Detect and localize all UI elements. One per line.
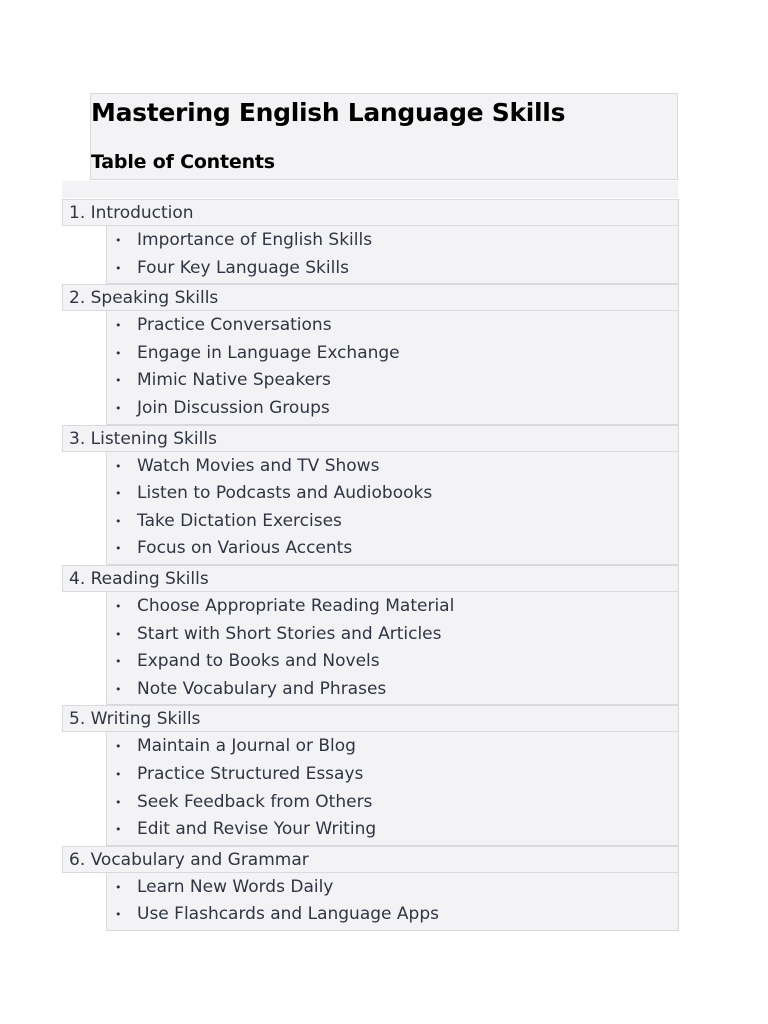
- table-of-contents: [62, 199, 679, 931]
- toc-subsection-list: [106, 732, 679, 845]
- toc-subsection-item[interactable]: [107, 453, 678, 481]
- toc-subsection-label: Focus on Various Accents: [137, 538, 353, 559]
- toc-subsection-item[interactable]: [107, 874, 678, 902]
- bullet-icon: •: [115, 908, 122, 922]
- bullet-icon: •: [115, 487, 122, 501]
- toc-subsection-item[interactable]: [107, 676, 678, 704]
- toc-subsection-label: Importance of English Skills: [137, 230, 373, 250]
- toc-subsection-item[interactable]: [107, 621, 678, 649]
- toc-subsection-item[interactable]: [107, 901, 678, 929]
- toc-subsection-item[interactable]: [107, 648, 678, 676]
- toc-subsection-list: [106, 311, 679, 424]
- toc-subsection-item[interactable]: [107, 789, 678, 817]
- bullet-icon: •: [115, 599, 122, 613]
- bullet-icon: •: [115, 767, 122, 781]
- toc-section-3[interactable]: [62, 425, 679, 452]
- bullet-icon: •: [115, 374, 122, 388]
- toc-subsection-label: Take Dictation Exercises: [137, 510, 342, 531]
- toc-subsection-item[interactable]: [107, 761, 678, 789]
- toc-subsection-label: Learn New Words Daily: [137, 876, 334, 897]
- toc-subsection-label: Join Discussion Groups: [137, 397, 330, 418]
- toc-subsection-item[interactable]: [107, 535, 678, 563]
- bullet-icon: •: [115, 823, 122, 837]
- toc-subsection-item[interactable]: [107, 395, 678, 423]
- toc-subsection-label: Mimic Native Speakers: [137, 370, 331, 391]
- toc-subsection-label: Practice Structured Essays: [137, 763, 364, 784]
- bullet-icon: •: [115, 682, 122, 696]
- toc-subsection-list: [106, 873, 679, 931]
- bullet-icon: •: [115, 261, 122, 275]
- toc-subsection-label: Listen to Podcasts and Audiobooks: [137, 483, 433, 504]
- toc-subsection-item[interactable]: [107, 733, 678, 761]
- toc-section-6[interactable]: [62, 846, 679, 873]
- toc-subsection-item[interactable]: [107, 340, 678, 368]
- bullet-icon: •: [115, 542, 122, 556]
- toc-section-5[interactable]: [62, 705, 679, 732]
- bullet-icon: •: [115, 319, 122, 333]
- toc-subsection-list: [106, 592, 679, 705]
- toc-subsection-item[interactable]: [107, 367, 678, 395]
- bullet-icon: •: [115, 655, 122, 669]
- bullet-icon: •: [115, 627, 122, 641]
- toc-subsection-label: Start with Short Stories and Articles: [137, 623, 442, 644]
- toc-section-4[interactable]: [62, 565, 679, 592]
- bullet-icon: •: [115, 459, 122, 473]
- header-spacer: [62, 181, 678, 198]
- toc-heading: Table of Contents: [91, 151, 275, 173]
- toc-subsection-label: Four Key Language Skills: [137, 257, 349, 278]
- toc-subsection-label: Choose Appropriate Reading Material: [137, 595, 455, 616]
- bullet-icon: •: [115, 234, 122, 247]
- toc-subsection-item[interactable]: [107, 227, 678, 255]
- toc-subsection-list: [106, 452, 679, 565]
- toc-subsection-label: Note Vocabulary and Phrases: [137, 678, 387, 699]
- toc-section-1[interactable]: [62, 199, 679, 226]
- toc-section-label: 6. Vocabulary and Grammar: [69, 849, 309, 870]
- toc-subsection-item[interactable]: [107, 508, 678, 536]
- toc-subsection-label: Practice Conversations: [137, 315, 332, 336]
- toc-subsection-item[interactable]: [107, 816, 678, 844]
- bullet-icon: •: [115, 401, 122, 415]
- toc-subsection-item[interactable]: [107, 593, 678, 621]
- bullet-icon: •: [115, 346, 122, 360]
- toc-subsection-label: Edit and Revise Your Writing: [137, 819, 377, 840]
- bullet-icon: •: [115, 880, 122, 894]
- toc-section-label: 1. Introduction: [69, 203, 194, 223]
- toc-subsection-label: Seek Feedback from Others: [137, 791, 373, 812]
- toc-section-label: 2. Speaking Skills: [69, 288, 219, 309]
- toc-section-label: 5. Writing Skills: [69, 709, 201, 730]
- toc-subsection-label: Watch Movies and TV Shows: [137, 455, 380, 476]
- toc-subsection-label: Expand to Books and Novels: [137, 651, 380, 672]
- bullet-icon: •: [115, 740, 122, 754]
- bullet-icon: •: [115, 795, 122, 809]
- document-title: Mastering English Language Skills: [91, 98, 566, 127]
- toc-subsection-item[interactable]: [107, 480, 678, 508]
- toc-subsection-label: Engage in Language Exchange: [137, 342, 400, 363]
- toc-subsection-label: Maintain a Journal or Blog: [137, 736, 356, 757]
- toc-section-label: 3. Listening Skills: [69, 428, 217, 449]
- toc-section-2[interactable]: [62, 284, 679, 311]
- toc-subsection-item[interactable]: [107, 255, 678, 283]
- toc-subsection-list: [106, 226, 679, 284]
- bullet-icon: •: [115, 514, 122, 528]
- toc-subsection-label: Use Flashcards and Language Apps: [137, 904, 439, 925]
- document-header: [90, 93, 678, 180]
- toc-subsection-item[interactable]: [107, 312, 678, 340]
- toc-section-label: 4. Reading Skills: [69, 568, 209, 589]
